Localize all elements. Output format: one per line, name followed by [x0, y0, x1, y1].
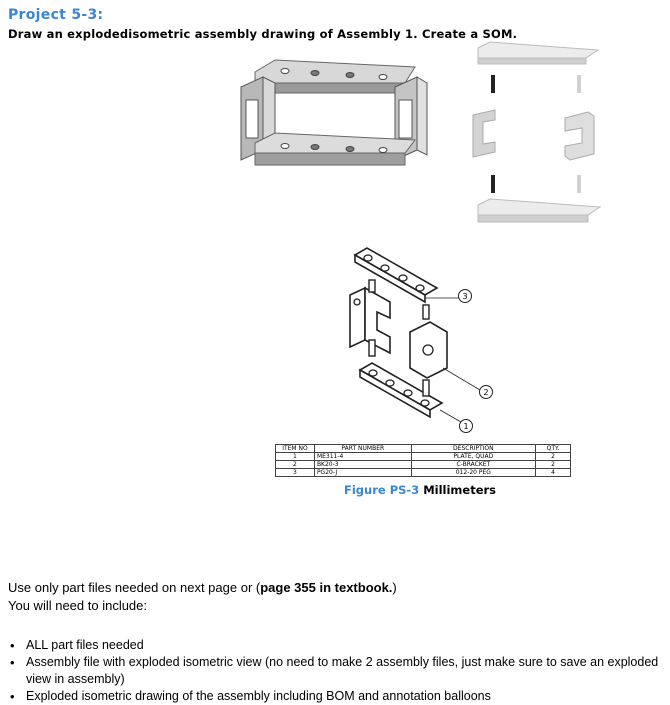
bom-row — [276, 461, 571, 469]
page-reference: page 355 in textbook. — [260, 580, 393, 595]
bom-header-row — [276, 445, 571, 453]
bom-table — [275, 444, 571, 477]
balloon-1: 1 — [463, 422, 469, 431]
bom-row — [276, 469, 571, 477]
exploded-parts-image — [470, 40, 610, 235]
body-line-1-suffix: ) — [392, 580, 397, 595]
bom-desc: C-BRACKET — [411, 461, 535, 469]
project-title: Project 5-3: — [8, 7, 104, 23]
body-line-1 — [8, 580, 397, 595]
balloon-2: 2 — [483, 388, 489, 397]
bom-item: 1 — [276, 453, 315, 461]
figure-units: Millimeters — [423, 483, 497, 497]
instruction-text: Draw an explodedisometric assembly drawing of Assembly 1. Create a SOM. — [8, 27, 518, 41]
bom-item: 3 — [276, 469, 315, 477]
requirements-list — [8, 637, 666, 705]
bom-header-part: PART NUMBER — [314, 445, 411, 453]
list-item: • ALL part files needed — [8, 637, 666, 654]
bom-item: 2 — [276, 461, 315, 469]
bom-header-desc: DESCRIPTION — [411, 445, 535, 453]
bom-row — [276, 453, 571, 461]
list-item: • Assembly file with exploded isometric view (no need to make 2 assembly files, just make sure to save an exploded view in assembly) — [8, 654, 666, 688]
bom-part: PG20-J — [314, 469, 411, 477]
figure-label: Figure PS-3 — [344, 483, 420, 497]
bom-qty: 4 — [536, 469, 571, 477]
assembled-frame-image — [235, 55, 440, 180]
bom-part: ME311-4 — [314, 453, 411, 461]
body-line-2: You will need to include: — [8, 598, 148, 613]
bom-part: BK20-3 — [314, 461, 411, 469]
bom-desc: 012-20 PEG — [411, 469, 535, 477]
list-item: • Exploded isometric drawing of the assembly including BOM and annotation balloons — [8, 688, 666, 705]
bom-desc: PLATE, QUAD — [411, 453, 535, 461]
bom-header-qty: QTY. — [536, 445, 571, 453]
bom-qty: 2 — [536, 453, 571, 461]
bom-qty: 2 — [536, 461, 571, 469]
body-line-1-prefix: Use only part files needed on next page or ( — [8, 580, 261, 595]
exploded-line-drawing — [335, 240, 505, 440]
balloon-3: 3 — [462, 292, 468, 301]
bom-header-item: ITEM NO — [276, 445, 315, 453]
figure-caption — [344, 483, 496, 497]
